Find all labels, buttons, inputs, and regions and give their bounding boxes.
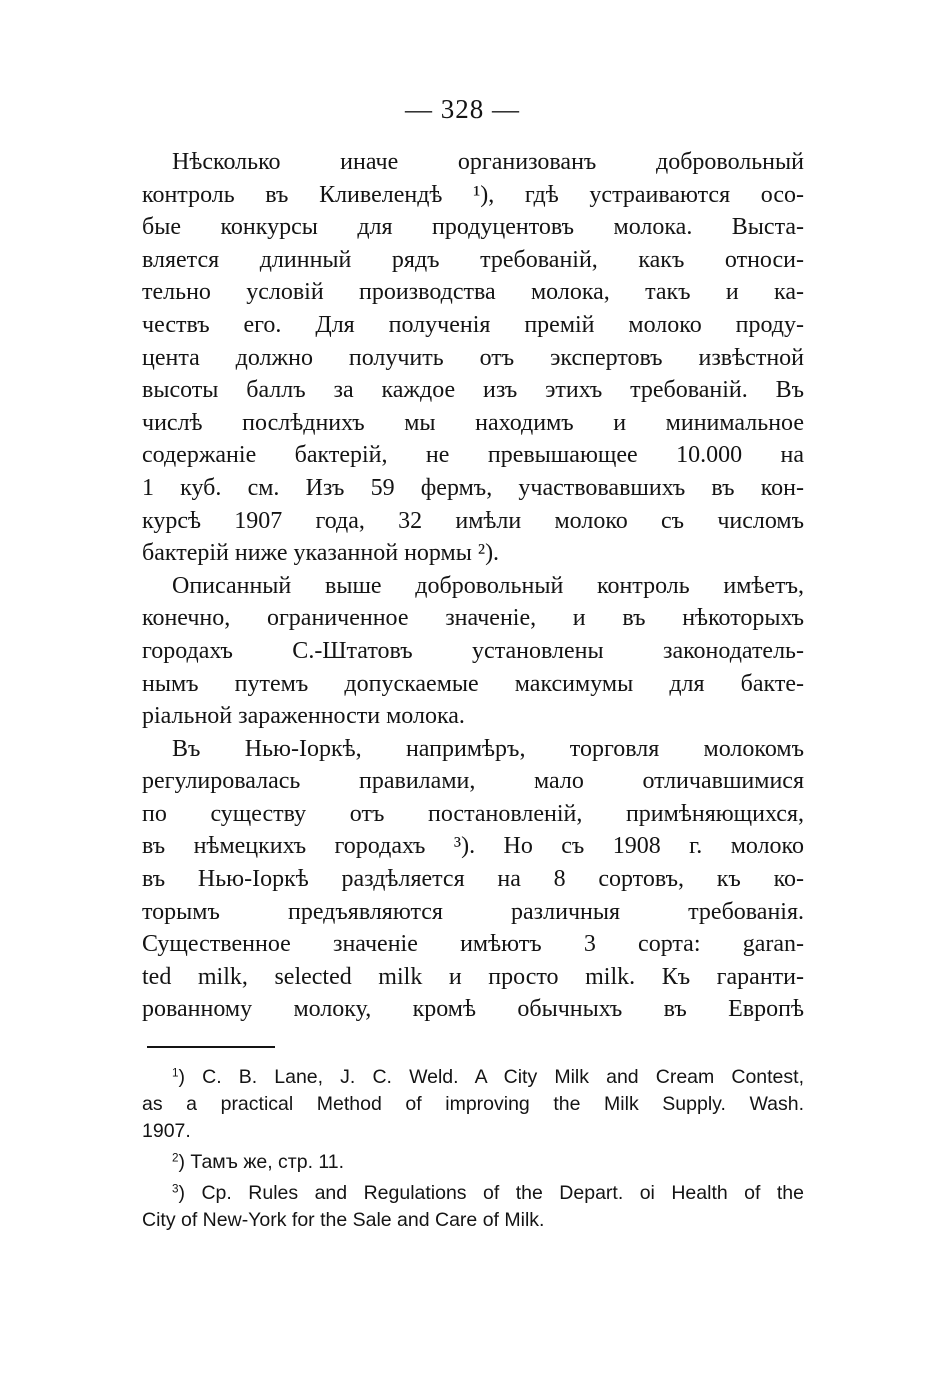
footnote-3 — [142, 1180, 804, 1234]
paragraph-1-line: бактерій ниже указанной нормы ²). — [142, 540, 500, 567]
footnote-line — [142, 1180, 804, 1207]
footnote-text: ) Тамъ же, стр. 11. — [178, 1151, 345, 1173]
footnote-1 — [142, 1064, 804, 1145]
paragraph-3-line: рованному молоку, кромѣ обычныхъ въ Европѣ — [142, 996, 804, 1023]
footnote-text: ) Cp. Rules and Regulations of the Depart. oi Health of the — [178, 1182, 804, 1204]
paragraph-2-line: городахъ С.-Штатовъ установлены законодатель- — [142, 637, 804, 664]
footnote-line — [142, 1149, 804, 1176]
page-number: — 328 — — [405, 94, 520, 124]
paragraph-2-line: конечно, ограниченное значеніе, и въ нѣкоторыхъ — [142, 605, 804, 632]
paragraph-3-line: въ нѣмецкихъ городахъ ³). Но съ 1908 г. молоко — [142, 833, 804, 860]
paragraph-1-line: содержаніе бактерій, не превышающее 10.000 на — [142, 442, 804, 469]
paragraph-3-line: Существенное значеніе имѣютъ 3 сорта: garan- — [142, 931, 804, 958]
paragraph-1-line: цента должно получить отъ экспертовъ извѣстной — [142, 344, 804, 371]
paragraph-2-line: ріальной зараженности молока. — [142, 703, 465, 730]
paragraph-2-line: нымъ путемъ допускаемые максимумы для бакте- — [142, 670, 804, 697]
paragraph-1-line: вляется длинный рядъ требованій, какъ относи- — [142, 246, 804, 273]
footnote-line: 1907. — [142, 1120, 191, 1142]
paragraph-1-line: контроль въ Кливелендѣ ¹), гдѣ устраиваются осо- — [142, 181, 804, 208]
body-text — [142, 146, 804, 1026]
footnote-marker: 3 — [172, 1182, 179, 1196]
footnote-text: ) C. B. Lane, J. C. Weld. A City Milk and Cream Contest, — [178, 1066, 804, 1088]
paragraph-1-line: бые конкурсы для продуцентовъ молока. Выста- — [142, 214, 804, 241]
paragraph-3-line: въ Нью-Іоркѣ раздѣляется на 8 сортовъ, къ ко- — [142, 866, 804, 893]
paragraph-2-line: Описанный выше добровольный контроль имѣетъ, — [172, 572, 804, 599]
paragraph-1-line: чествъ его. Для полученія премій молоко проду- — [142, 311, 804, 338]
paragraph-1-line: 1 куб. см. Изъ 59 фермъ, участвовавшихъ въ кон- — [142, 474, 804, 501]
footnote-line — [142, 1064, 804, 1091]
paragraph-1-line: тельно условій производства молока, такъ и ка- — [142, 279, 804, 306]
paragraph-3-line: регулировалась правилами, мало отличавшимися — [142, 768, 804, 795]
paragraph-3-line: ted milk, selected milk и просто milk. Къ гаранти- — [142, 963, 804, 990]
footnote-line: as a practical Method of improving the Milk Supply. Wash. — [142, 1093, 804, 1115]
footnotes — [142, 1064, 804, 1238]
paragraph-1-line: высоты баллъ за каждое изъ этихъ требованій. Въ — [142, 377, 804, 404]
paragraph-3-line: торымъ предъявляются различныя требованія. — [142, 898, 804, 925]
paragraph-3-line: по существу отъ постановленій, примѣняющихся, — [142, 800, 804, 827]
paragraph-1-line: Нѣсколько иначе организованъ добровольный — [172, 149, 804, 175]
paragraph-1-line: курсѣ 1907 года, 32 имѣли молоко съ числомъ — [142, 507, 804, 534]
footnote-line: City of New-York for the Sale and Care of Milk. — [142, 1209, 545, 1231]
footnote-marker: 1 — [172, 1066, 179, 1080]
footnote-marker: 2 — [172, 1151, 179, 1165]
paragraph-3-line: Въ Нью-Іоркѣ, напримѣръ, торговля молокомъ — [172, 735, 804, 762]
footnote-2 — [142, 1149, 804, 1176]
paragraph-1-line: числѣ послѣднихъ мы находимъ и минимальное — [142, 409, 804, 436]
footnote-divider — [147, 1046, 275, 1048]
